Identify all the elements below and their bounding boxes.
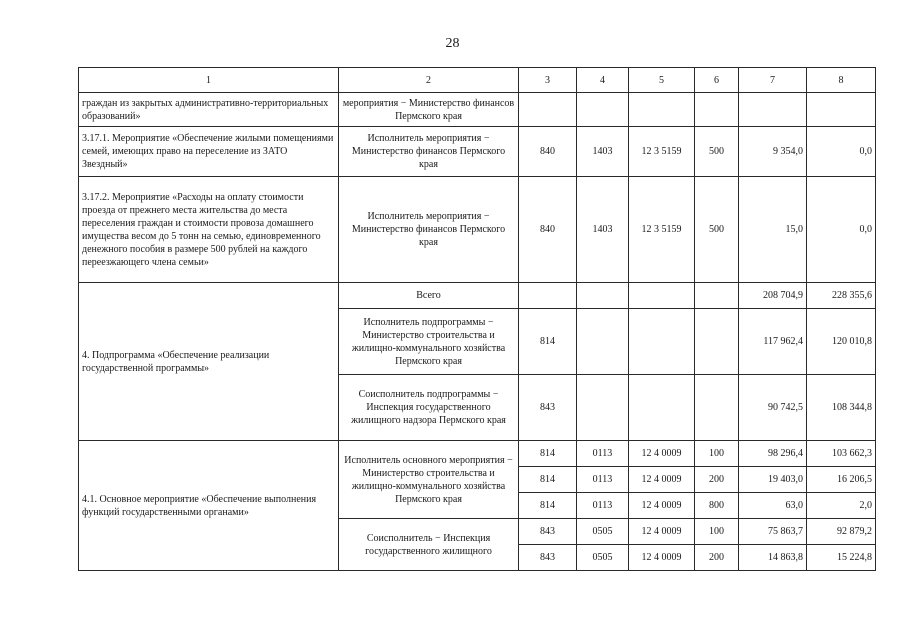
cell-name: 4. Подпрограмма «Обеспечение реализации государственной программы»: [79, 283, 339, 441]
cell-ministry-code: 843: [519, 545, 577, 571]
cell-empty: [695, 283, 739, 309]
header-col-7: 7: [739, 68, 807, 93]
cell-section-code: 0113: [577, 441, 629, 467]
cell-empty: [577, 375, 629, 441]
header-col-3: 3: [519, 68, 577, 93]
header-col-4: 4: [577, 68, 629, 93]
cell-empty: [807, 93, 876, 127]
cell-coexecutor: Соисполнитель подпрограммы − Инспекция государственного жилищного надзора Пермского края: [339, 375, 519, 441]
cell-ministry-code: 814: [519, 467, 577, 493]
cell-coexecutor: Соисполнитель − Инспекция государственного жилищного: [339, 519, 519, 571]
cell-executor: Исполнитель основного мероприятия − Министерство строительства и жилищно-коммунального хозяйства Пермского края: [339, 441, 519, 519]
cell-ministry-code: 814: [519, 309, 577, 375]
cell-empty: [739, 93, 807, 127]
cell-empty: [629, 309, 695, 375]
cell-amount-8: 16 206,5: [807, 467, 876, 493]
cell-target-code: 12 4 0009: [629, 545, 695, 571]
cell-amount-8: 15 224,8: [807, 545, 876, 571]
table-row: [79, 93, 876, 127]
cell-amount-8: 0,0: [807, 127, 876, 177]
cell-expense-code: 100: [695, 441, 739, 467]
cell-amount-7: 14 863,8: [739, 545, 807, 571]
cell-amount-7: 117 962,4: [739, 309, 807, 375]
header-col-5: 5: [629, 68, 695, 93]
cell-amount-7: 208 704,9: [739, 283, 807, 309]
cell-amount-7: 90 742,5: [739, 375, 807, 441]
cell-expense-code: 200: [695, 467, 739, 493]
cell-ministry-code: 840: [519, 127, 577, 177]
cell-executor: мероприятия − Министерство финансов Пермского края: [339, 93, 519, 127]
cell-empty: [577, 93, 629, 127]
cell-amount-7: 19 403,0: [739, 467, 807, 493]
cell-amount-8: 108 344,8: [807, 375, 876, 441]
cell-amount-7: 75 863,7: [739, 519, 807, 545]
cell-expense-code: 800: [695, 493, 739, 519]
cell-section-code: 0113: [577, 467, 629, 493]
header-col-2: 2: [339, 68, 519, 93]
cell-section-code: 0505: [577, 519, 629, 545]
cell-target-code: 12 4 0009: [629, 519, 695, 545]
cell-amount-7: 15,0: [739, 177, 807, 283]
cell-empty: [577, 283, 629, 309]
cell-expense-code: 500: [695, 177, 739, 283]
cell-section-code: 0505: [577, 545, 629, 571]
cell-ministry-code: 814: [519, 493, 577, 519]
cell-total-label: Всего: [339, 283, 519, 309]
table-row: [79, 177, 876, 283]
cell-expense-code: 200: [695, 545, 739, 571]
budget-table: [78, 67, 876, 571]
cell-ministry-code: 843: [519, 375, 577, 441]
cell-name: 3.17.2. Мероприятие «Расходы на оплату стоимости проезда от прежнего места жительства до места переселения граждан и стоимости провоза домашнего имущества весом до 5 тонн на семью, единовременного денежного пособия в размере 500 рублей на каждого переезжающего члена семьи»: [79, 177, 339, 283]
cell-expense-code: 500: [695, 127, 739, 177]
cell-amount-8: 103 662,3: [807, 441, 876, 467]
cell-executor: Исполнитель мероприятия − Министерство финансов Пермского края: [339, 177, 519, 283]
cell-amount-8: 2,0: [807, 493, 876, 519]
cell-empty: [695, 375, 739, 441]
cell-ministry-code: 814: [519, 441, 577, 467]
cell-expense-code: 100: [695, 519, 739, 545]
page-number: 28: [445, 36, 460, 51]
header-col-6: 6: [695, 68, 739, 93]
header-row: [79, 68, 876, 93]
cell-amount-7: 9 354,0: [739, 127, 807, 177]
cell-empty: [629, 93, 695, 127]
cell-ministry-code: 840: [519, 177, 577, 283]
cell-target-code: 12 3 5159: [629, 127, 695, 177]
cell-section-code: 0113: [577, 493, 629, 519]
table-row: [79, 283, 876, 309]
table-row: [79, 441, 876, 467]
cell-section-code: 1403: [577, 177, 629, 283]
cell-target-code: 12 4 0009: [629, 467, 695, 493]
cell-target-code: 12 4 0009: [629, 493, 695, 519]
cell-name: 4.1. Основное мероприятие «Обеспечение выполнения функций государственными органами»: [79, 441, 339, 571]
header-col-1: 1: [79, 68, 339, 93]
cell-amount-7: 63,0: [739, 493, 807, 519]
cell-empty: [519, 283, 577, 309]
cell-empty: [695, 309, 739, 375]
cell-amount-8: 228 355,6: [807, 283, 876, 309]
cell-executor: Исполнитель подпрограммы − Министерство строительства и жилищно-коммунального хозяйства Пермского края: [339, 309, 519, 375]
cell-amount-8: 0,0: [807, 177, 876, 283]
cell-amount-7: 98 296,4: [739, 441, 807, 467]
cell-empty: [519, 93, 577, 127]
cell-section-code: 1403: [577, 127, 629, 177]
cell-amount-8: 92 879,2: [807, 519, 876, 545]
header-col-8: 8: [807, 68, 876, 93]
cell-empty: [695, 93, 739, 127]
cell-amount-8: 120 010,8: [807, 309, 876, 375]
cell-target-code: 12 3 5159: [629, 177, 695, 283]
cell-ministry-code: 843: [519, 519, 577, 545]
cell-name: 3.17.1. Мероприятие «Обеспечение жилыми помещениями семей, имеющих право на переселение из ЗАТО Звездный»: [79, 127, 339, 177]
cell-executor: Исполнитель мероприятия − Министерство финансов Пермского края: [339, 127, 519, 177]
cell-empty: [577, 309, 629, 375]
table-row: [79, 127, 876, 177]
cell-empty: [629, 283, 695, 309]
cell-empty: [629, 375, 695, 441]
cell-name: граждан из закрытых административно-территориальных образований»: [79, 93, 339, 127]
cell-target-code: 12 4 0009: [629, 441, 695, 467]
